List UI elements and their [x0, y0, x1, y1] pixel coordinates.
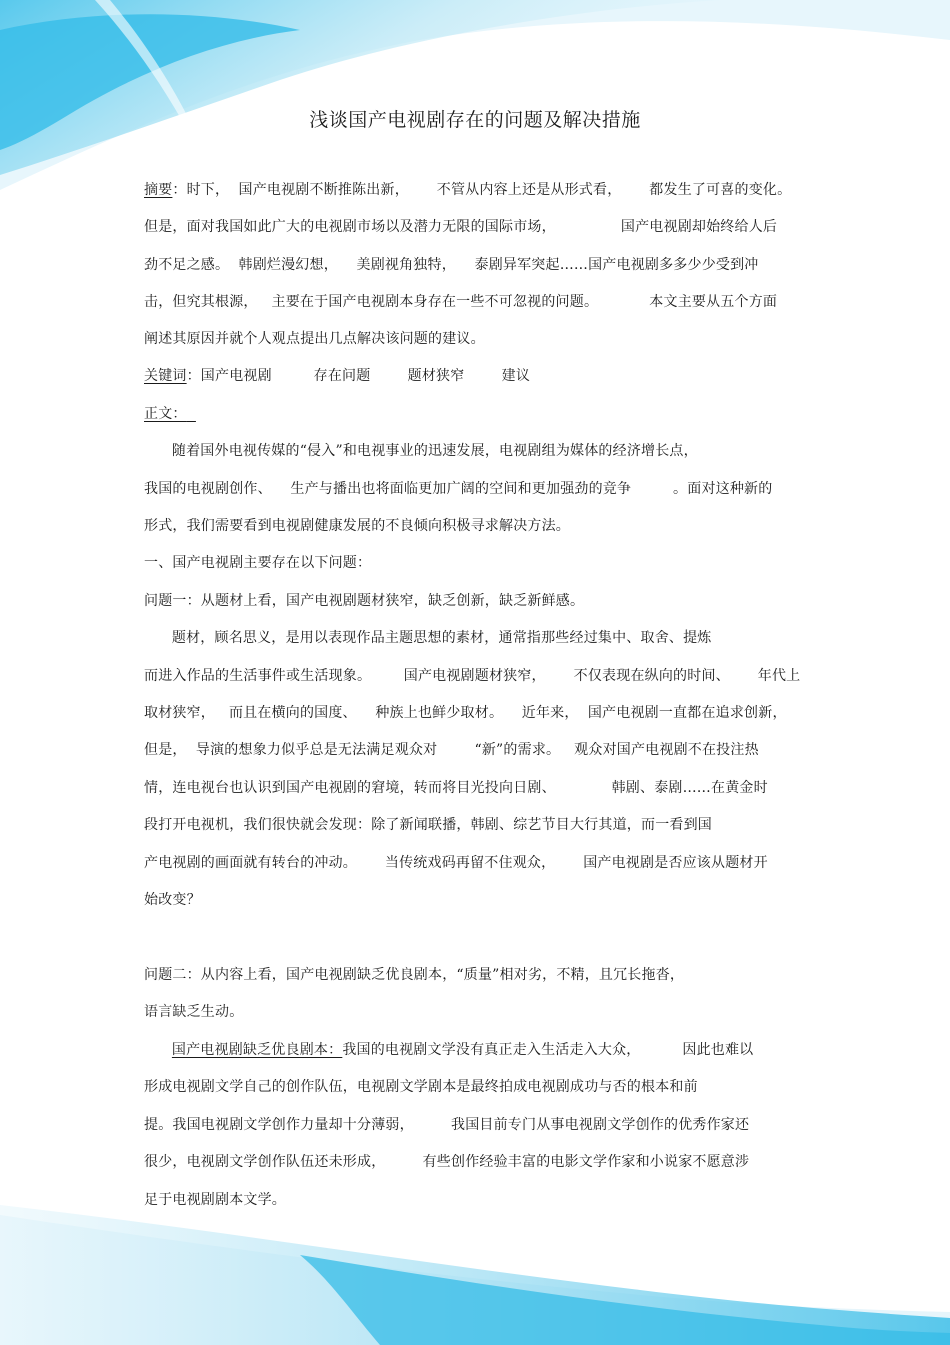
- paragraph-line: 取材狭窄， 而且在横向的国度、 种族上也鲜少取材。 近年来， 国产电视剧一直都在追求创新，: [144, 705, 787, 721]
- script-section-line-3: 提。我国电视剧文学创作力量却十分薄弱， 我国目前专门从事电视剧文学创作的优秀作家还: [144, 1117, 750, 1133]
- script-section-line-5: 足于电视剧剧本文学。: [144, 1192, 286, 1208]
- abstract-label: 摘要: [144, 182, 173, 198]
- script-section-line-2: 形成电视剧文学自己的创作队伍，电视剧文学剧本是最终拍成电视剧成功与否的根本和前: [144, 1079, 698, 1095]
- script-section-line-1: 国产电视剧缺乏优良剧本：我国的电视剧文学没有真正走入生活走入大众， 因此也难以: [171, 1042, 754, 1058]
- paragraph-line: 题材，顾名思义，是用以表现作品主题思想的素材，通常指那些经过集中、取舍、提炼: [144, 630, 712, 646]
- abstract-line-3: 劲不足之感。 韩剧烂漫幻想， 美剧视角独特， 泰剧异军突起……国产电视剧多多少少受到冲: [144, 257, 759, 273]
- paragraph-line: 语言缺乏生动。: [144, 1004, 244, 1020]
- paragraph-line: 段打开电视机，我们很快就会发现：除了新闻联播，韩剧、综艺节目大行其道，而一看到国: [144, 817, 712, 833]
- paragraph-line: 情，连电视台也认识到国产电视剧的窘境，转而将目光投向日剧、 韩剧、泰剧……在黄金时: [144, 780, 768, 796]
- abstract-line-2: 但是，面对我国如此广大的电视剧市场以及潜力无限的国际市场， 国产电视剧却始终给人后: [144, 219, 778, 235]
- paragraph-line: 形式，我们需要看到电视剧健康发展的不良倾向积极寻求解决方法。: [144, 518, 570, 534]
- abstract-line-5: 阐述其原因并就个人观点提出几点解决该问题的建议。: [144, 331, 485, 347]
- section-heading: 一、国产电视剧主要存在以下问题：: [144, 555, 372, 571]
- script-section-label: 国产电视剧缺乏优良剧本：: [171, 1042, 343, 1058]
- abstract-line-1: 摘要：时下， 国产电视剧不断推陈出新， 不管从内容上还是从形式看， 都发生了可喜的变化。: [144, 182, 792, 198]
- script-section-line-4: 很少，电视剧文学创作队伍还未形成， 有些创作经验丰富的电影文学作家和小说家不愿意涉: [144, 1154, 750, 1170]
- body-label: 正文：: [144, 406, 187, 422]
- question-heading: 问题二：从内容上看，国产电视剧缺乏优良剧本，“质量”相对劣，不精，且冗长拖沓，: [144, 967, 685, 983]
- paragraph-line: 产电视剧的画面就有转台的冲动。 当传统戏码再留不住观众， 国产电视剧是否应该从题材开: [144, 855, 768, 871]
- paragraph-line: 随着国外电视传媒的“侵入”和电视事业的迅速发展，电视剧组为媒体的经济增长点，: [144, 443, 698, 459]
- keywords-label: 关键词: [144, 368, 187, 384]
- paragraph-line: 始改变？: [144, 892, 201, 908]
- document-title: 浅谈国产电视剧存在的问题及解决措施: [309, 109, 641, 131]
- body-label-line: [144, 404, 809, 424]
- abstract-line-4: 击，但究其根源， 主要在于国产电视剧本身存在一些不可忽视的问题。 本文主要从五个方面: [144, 294, 778, 310]
- paragraph-line: 而进入作品的生活事件或生活现象。 国产电视剧题材狭窄， 不仅表现在纵向的时间、 年代上: [144, 668, 801, 684]
- paragraph-line: 但是， 导演的想象力似乎总是无法满足观众对 “新”的需求。 观众对国产电视剧不在投注热: [144, 742, 759, 758]
- paragraph-line: 我国的电视剧创作、 生产与播出也将面临更加广阔的空间和更加强劲的竞争 。面对这种新的: [144, 481, 773, 497]
- keywords-line: 关键词：国产电视剧 存在问题 题材狭窄 建议: [144, 368, 531, 384]
- question-heading: 问题一：从题材上看，国产电视剧题材狭窄，缺乏创新，缺乏新鲜感。: [144, 593, 585, 609]
